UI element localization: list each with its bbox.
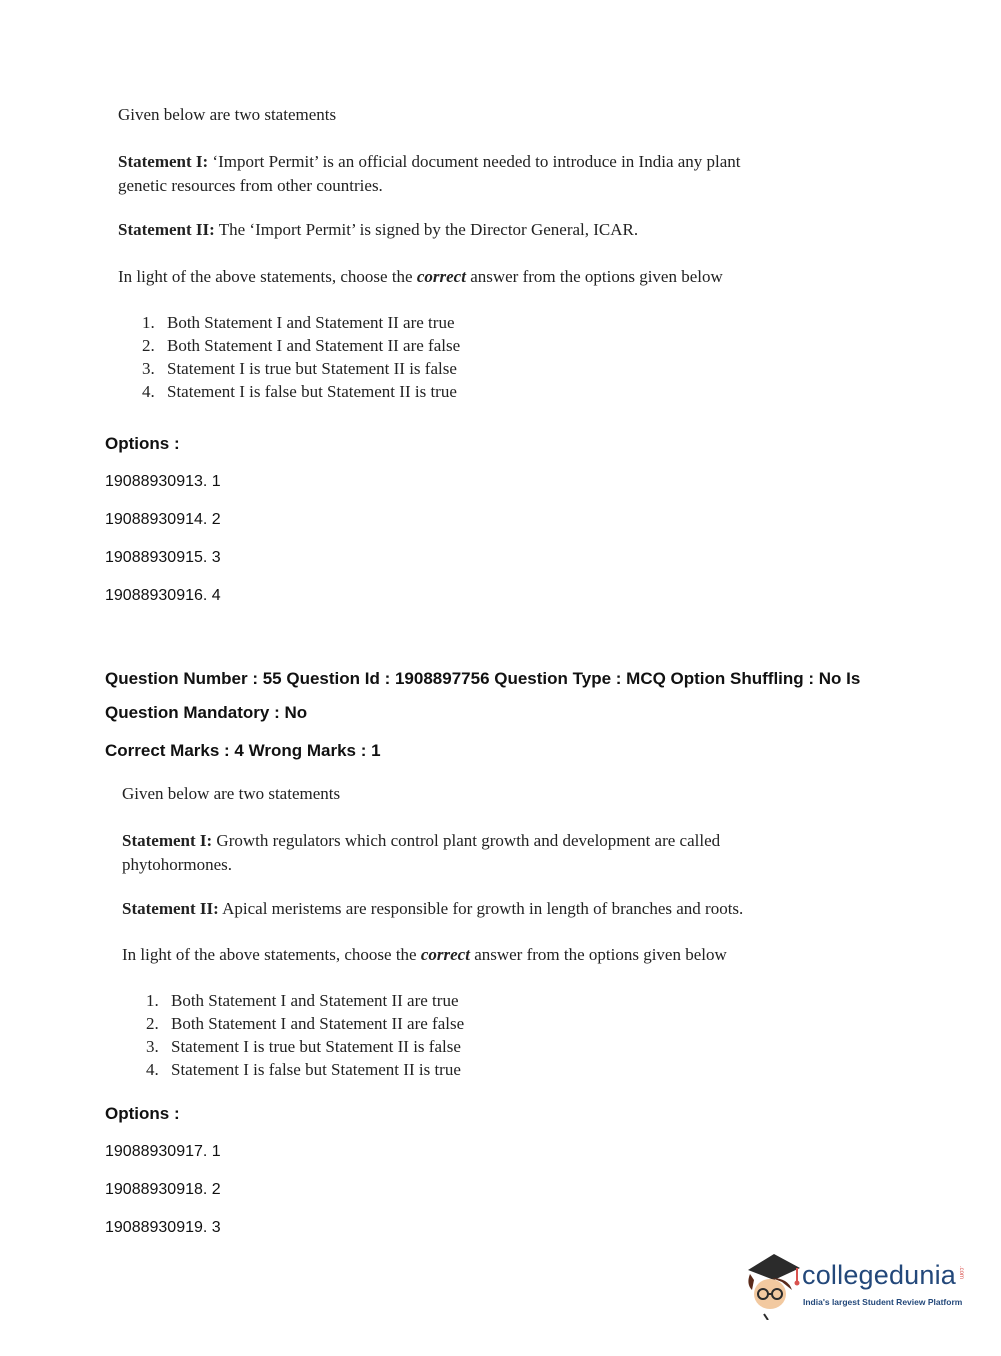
q55-statement-2-label: Statement II: — [122, 899, 219, 918]
q55-options-heading: Options : — [105, 1104, 180, 1123]
q55-statement-1-text-line1: Growth regulators which control plant growth and development are called — [216, 831, 721, 850]
q54-intro: Given below are two statements — [118, 105, 337, 124]
q55-instruction-post: answer from the options given below — [474, 945, 727, 964]
q55-meta-line-2: Question Mandatory : No — [105, 703, 308, 722]
q55-intro: Given below are two statements — [122, 784, 341, 803]
q55-choice-2: 2. Both Statement I and Statement II are false — [146, 1014, 465, 1033]
q55-choice-4: 4. Statement I is false but Statement II is true — [146, 1060, 461, 1079]
logo-wordmark: collegedunia — [802, 1260, 957, 1290]
q54-choice-4: 4. Statement I is false but Statement II is true — [142, 382, 457, 401]
q54-instruction-emphasis: correct — [416, 267, 466, 286]
q54-option-4: 19088930916. 4 — [105, 587, 221, 604]
q54-instruction — [118, 265, 723, 289]
q54-statement-2 — [118, 218, 638, 242]
q54-choice-list — [142, 311, 460, 403]
q54-option-2: 19088930914. 2 — [105, 511, 221, 528]
q55-statement-1 — [122, 829, 720, 877]
collegedunia-logo[interactable] — [742, 1250, 972, 1320]
q55-choice-1: 1. Both Statement I and Statement II are true — [146, 991, 459, 1010]
q55-option-1: 19088930917. 1 — [105, 1143, 221, 1160]
q54-statement-1 — [118, 150, 741, 198]
q54-choice-1: 1. Both Statement I and Statement II are true — [142, 313, 455, 332]
q55-choice-list — [146, 989, 464, 1081]
q54-statement-1-label: Statement I: — [118, 152, 209, 171]
q55-statement-1-text-line2: phytohormones. — [122, 855, 233, 874]
q54-choice-2: 2. Both Statement I and Statement II are false — [142, 336, 461, 355]
q54-statement-1-text-line1: ‘Import Permit’ is an official document needed to introduce in India any plant — [212, 152, 741, 171]
q55-instruction-pre: In light of the above statements, choose the — [122, 945, 417, 964]
q54-statement-2-label: Statement II: — [118, 220, 215, 239]
q55-choice-3: 3. Statement I is true but Statement II is false — [146, 1037, 461, 1056]
q54-option-1: 19088930913. 1 — [105, 473, 221, 490]
q54-instruction-pre: In light of the above statements, choose the — [118, 267, 413, 286]
logo-domain-suffix: .com — [958, 1266, 964, 1280]
q54-instruction-post: answer from the options given below — [470, 267, 723, 286]
logo-tagline: India's largest Student Review Platform — [803, 1297, 963, 1307]
q55-instruction-emphasis: correct — [420, 945, 470, 964]
q55-instruction — [122, 943, 727, 967]
q54-statement-1-text-line2: genetic resources from other countries. — [118, 176, 383, 195]
q55-statement-1-label: Statement I: — [122, 831, 213, 850]
q55-meta-line-1: Question Number : 55 Question Id : 1908897756 Question Type : MCQ Option Shuffling : No Is — [105, 669, 861, 688]
q55-statement-2 — [122, 897, 743, 921]
mascot-icon — [742, 1250, 802, 1320]
q54-option-3: 19088930915. 3 — [105, 549, 221, 566]
q55-statement-2-text: Apical meristems are responsible for growth in length of branches and roots. — [222, 899, 744, 918]
q54-choice-3: 3. Statement I is true but Statement II is false — [142, 359, 457, 378]
q55-meta-line-3: Correct Marks : 4 Wrong Marks : 1 — [105, 741, 381, 760]
q55-option-2: 19088930918. 2 — [105, 1181, 221, 1198]
q54-options-heading: Options : — [105, 434, 180, 453]
q54-statement-2-text: The ‘Import Permit’ is signed by the Director General, ICAR. — [218, 220, 639, 239]
q55-option-3: 19088930919. 3 — [105, 1219, 221, 1236]
